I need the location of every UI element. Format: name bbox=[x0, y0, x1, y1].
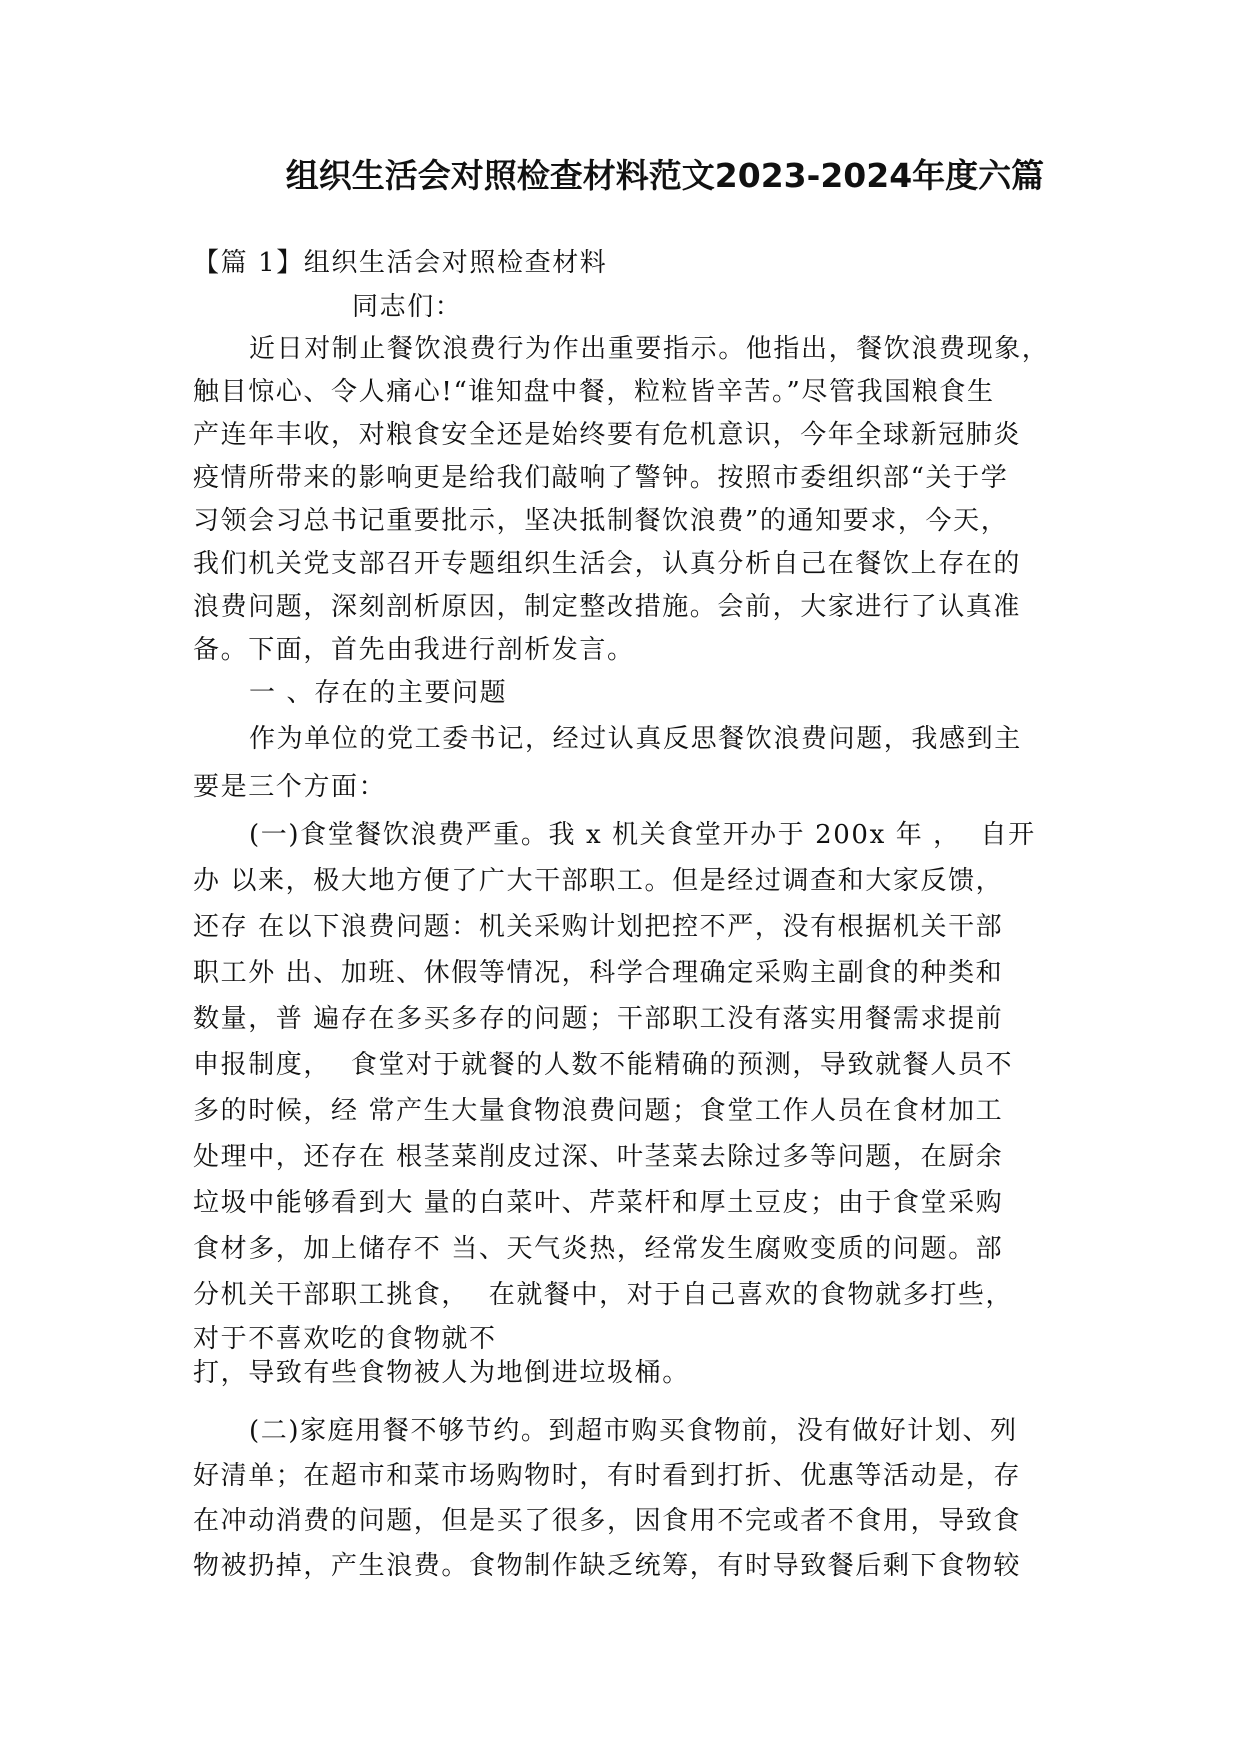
subsection-heading: 一 、存在的主要问题 bbox=[249, 678, 508, 708]
paragraph-line: 作为单位的党工委书记，经过认真反思餐饮浪费问题，我感到主 bbox=[249, 724, 1022, 754]
paragraph-line: 多的时候，经 常产生大量食物浪费问题；食堂工作人员在食材加工 bbox=[193, 1096, 1004, 1126]
paragraph-line: 处理中，还存在 根茎菜削皮过深、叶茎菜去除过多等问题，在厨余 bbox=[193, 1142, 1004, 1172]
paragraph-line: 近日对制止餐饮浪费行为作出重要指示。他指出，餐饮浪费现象， bbox=[249, 334, 1050, 364]
paragraph-line: 疫情所带来的影响更是给我们敲响了警钟。按照市委组织部“关于学 bbox=[193, 463, 1009, 493]
document-title: 组织生活会对照检查材料范文2023-2024年度六篇 bbox=[285, 156, 1045, 195]
paragraph-line: 还存 在以下浪费问题：机关采购计划把控不严，没有根据机关干部 bbox=[193, 912, 1004, 942]
paragraph-line: 物被扔掉，产生浪费。食物制作缺乏统筹，有时导致餐后剩下食物较 bbox=[193, 1551, 1022, 1581]
paragraph-line: 职工外 出、加班、休假等情况，科学合理确定采购主副食的种类和 bbox=[193, 958, 1004, 988]
paragraph-line: 食材多，加上储存不 当、天气炎热，经常发生腐败变质的问题。部 bbox=[193, 1234, 1004, 1264]
paragraph-line: 对于不喜欢吃的食物就不 bbox=[193, 1324, 497, 1354]
paragraph-line: 习领会习总书记重要批示，坚决抵制餐饮浪费”的通知要求，今天， bbox=[193, 506, 1009, 536]
paragraph-line: 申报制度， 食堂对于就餐的人数不能精确的预测，导致就餐人员不 bbox=[193, 1050, 1014, 1080]
paragraph-line: 好清单；在超市和菜市场购物时，有时看到打折、优惠等活动是，存 bbox=[193, 1461, 1022, 1491]
paragraph-line: 备。下面，首先由我进行剖析发言。 bbox=[193, 635, 635, 665]
paragraph-line: 要是三个方面： bbox=[193, 772, 387, 802]
paragraph-line: (二)家庭用餐不够节约。到超市购买食物前，没有做好计划、列 bbox=[249, 1416, 1018, 1446]
salutation: 同志们： bbox=[352, 292, 463, 322]
paragraph-line: 分机关干部职工挑食， 在就餐中，对于自己喜欢的食物就多打些， bbox=[193, 1280, 1014, 1310]
paragraph-line: 数量，普 遍存在多买多存的问题；干部职工没有落实用餐需求提前 bbox=[193, 1004, 1004, 1034]
section-heading: 【篇 1】组织生活会对照检查材料 bbox=[193, 248, 608, 278]
paragraph-line: 浪费问题，深刻剖析原因，制定整改措施。会前，大家进行了认真准 bbox=[193, 592, 1022, 622]
paragraph-line: 产连年丰收，对粮食安全还是始终要有危机意识，今年全球新冠肺炎 bbox=[193, 420, 1022, 450]
paragraph-line: 办 以来，极大地方便了广大干部职工。但是经过调查和大家反馈， bbox=[193, 866, 1004, 896]
paragraph-line: (一)食堂餐饮浪费严重。我 x 机关食堂开办于 200x 年 ， 自开 bbox=[249, 820, 1036, 850]
paragraph-line: 我们机关党支部召开专题组织生活会，认真分析自己在餐饮上存在的 bbox=[193, 549, 1022, 579]
paragraph-line: 触目惊心、令人痛心!“谁知盘中餐，粒粒皆辛苦。”尽管我国粮食生 bbox=[193, 377, 995, 407]
paragraph-line: 在冲动消费的问题，但是买了很多，因食用不完或者不食用，导致食 bbox=[193, 1506, 1022, 1536]
paragraph-line: 打，导致有些食物被人为地倒进垃圾桶。 bbox=[193, 1358, 690, 1388]
paragraph-line: 垃圾中能够看到大 量的白菜叶、芹菜杆和厚土豆皮；由于食堂采购 bbox=[193, 1188, 1004, 1218]
